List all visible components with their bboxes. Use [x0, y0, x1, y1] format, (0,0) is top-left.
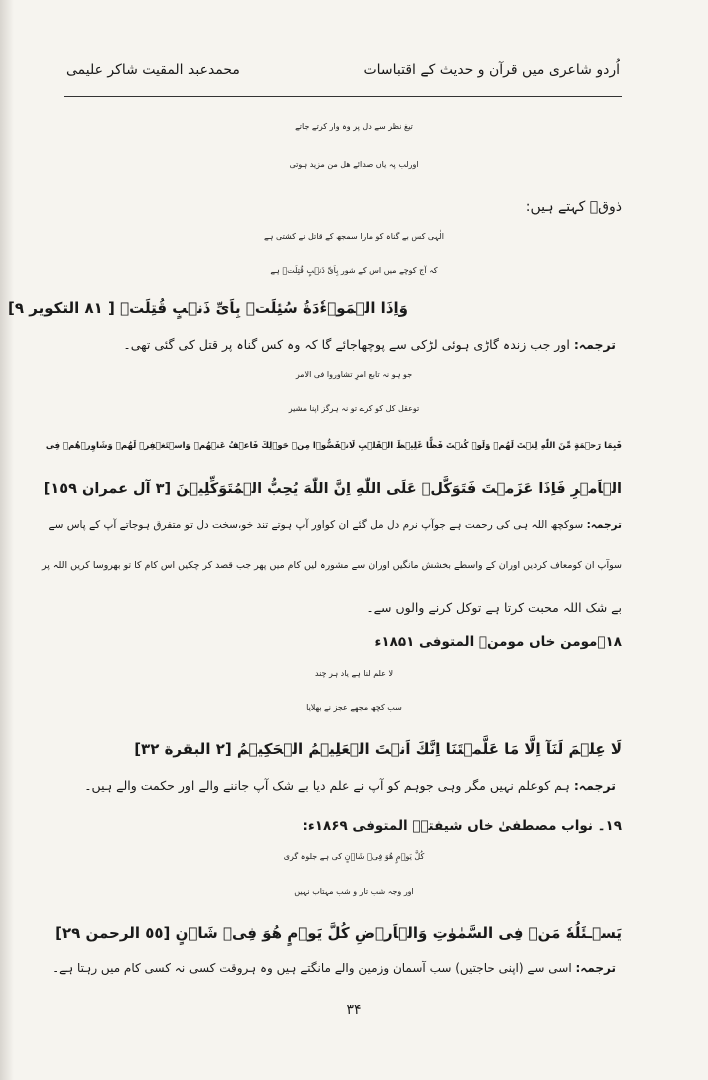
- verse-line: اور وجہ شب تار و شب مہتاب نہیں: [294, 887, 414, 896]
- poet-intro: ذوقؔ کہتے ہیں:: [525, 199, 622, 215]
- translation: [52, 961, 616, 975]
- header-rule: [64, 96, 622, 97]
- verse-line: اورلب پہ یاں صدائے ھل من مزید ہوتی: [289, 160, 419, 169]
- translation-text: سوکچھ اللہ ہی کی رحمت ہے جوآپ نرم دل مل گئے ان کواور آپ ہوتے تند خو،سخت دل تو متفرق ہوجاتے آپ کے پاس سے: [48, 519, 584, 531]
- translation: [123, 337, 616, 352]
- poet-heading: ۱۸۔مومن خاں مومنؔ المتوفی ۱۸۵۱ء: [374, 634, 622, 650]
- translation-text: اور جب زندہ گاڑی ہوئی لڑکی سے پوچھاجائے گا کہ وہ کس گناہ پر قتل کی گئی تھی۔: [123, 337, 570, 352]
- verse-line: الٰہی کس بے گناہ کو مارا سمجھ کے قاتل نے کشتی ہے: [264, 232, 444, 241]
- translation-text: سوآپ ان کومعاف کردیں اوران کے واسطے بخشش مانگیں اوران سے مشورہ لیں کام میں پھر جب قصد کر چکیں اس کام کا تو بھروسا کریں اللہ پر: [42, 560, 622, 571]
- translation-label: ترجمہ:: [586, 519, 622, 531]
- translation-label: ترجمہ:: [573, 778, 616, 793]
- poet-heading: ۱۹۔ نواب مصطفیٰ خاں شیفتہؔ المتوفی ۱۸۶۹ء:: [302, 818, 622, 834]
- translation-label: ترجمہ:: [573, 337, 616, 352]
- translation-text: بے شک اللہ محبت کرتا ہے توکل کرنے والوں سے۔: [366, 600, 622, 615]
- verse-line: كُلَّ يَوۡمٍ هُوَ فِىۡ شَاۡنٍ کی ہے جلوہ گری: [283, 852, 425, 861]
- translation: [48, 519, 622, 532]
- quran-ayah: الۡاَمۡرِ فَاِذَا عَزَمۡتَ فَتَوَكَّلۡ عَلَى اللّٰهِ اِنَّ اللّٰهَ يُحِبُّ الۡمُتَوَكِّلِيۡنَ [٣ آل عمران ١٥٩]: [43, 481, 622, 497]
- quran-ayah: لَا عِلۡمَ لَنَآ اِلَّا مَا عَلَّمۡتَنَا اِنَّكَ اَنۡتَ الۡعَلِيۡمُ الۡحَكِيۡمُ [٢ البقرة ٣٢]: [134, 740, 622, 758]
- quran-ayah: يَسۡـئَلُهٗ مَنۡ فِى السَّمٰوٰتِ وَالۡاَرۡضِ كُلَّ يَوۡمٍ هُوَ فِىۡ شَاۡنٍ [٥٥ الرحمن ٢٩]: [55, 924, 622, 942]
- translation-label: ترجمہ:: [575, 961, 616, 975]
- author-name: محمدعبد المقیت شاکر علیمی: [66, 62, 240, 78]
- book-title: اُردو شاعری میں قرآن و حدیث کے اقتباسات: [363, 62, 620, 78]
- translation: [84, 778, 616, 793]
- verse-line: سب کچھ مجھے عجز نے بھلایا: [306, 703, 402, 712]
- verse-line: توعقل کل کو کرے تو نہ ہرگز اپنا مشیر: [288, 404, 420, 413]
- quran-ayah: فَبِمَا رَحۡمَةٍ مِّنَ اللّٰهِ لِنۡتَ لَهُمۡ وَلَوۡ كُنۡتَ فَظًّا غَلِيۡظَ الۡقَلۡبِ لَانۡفَضُّوۡا مِنۡ حَوۡلِكَ فَاعۡفُ عَنۡهُمۡ وَاسۡتَغۡفِرۡ لَهُمۡ وَشَاوِرۡهُمۡ فِى: [45, 441, 622, 451]
- quran-ayah: وَاِذَا الۡمَوۡءٗدَةُ سُئِلَتۡ بِاَیِّ ذَنۡبٍ قُتِلَتۡ [ ٨١ التکویر ٩]: [8, 299, 408, 317]
- translation-text: اسی سے (اپنی حاجتیں) سب آسمان وزمین والے مانگتے ہیں وہ ہروقت کسی نہ کسی کام میں رہتا ہے۔: [52, 961, 572, 975]
- translation-text: ہم کوعلم نہیں مگر وہی جوہم کو آپ نے علم دیا بے شک آپ جاننے والے اور حکمت والے ہیں۔: [84, 778, 570, 793]
- page-number: ۳۴: [346, 1002, 362, 1018]
- verse-line: کہ آج کوچے میں اس کے شور بِاَیِّ ذَنۡبٍ قُتِلَتۡ ہے: [270, 266, 438, 275]
- verse-line: جو ہو نہ تابع امرِ تشاوروا فی الامر: [295, 370, 413, 379]
- verse-line: تیغ نظر سے دل پر وہ وار کرتے جاتے: [295, 122, 413, 131]
- verse-line: لا علم لنا ہے یاد ہر چند: [314, 669, 394, 678]
